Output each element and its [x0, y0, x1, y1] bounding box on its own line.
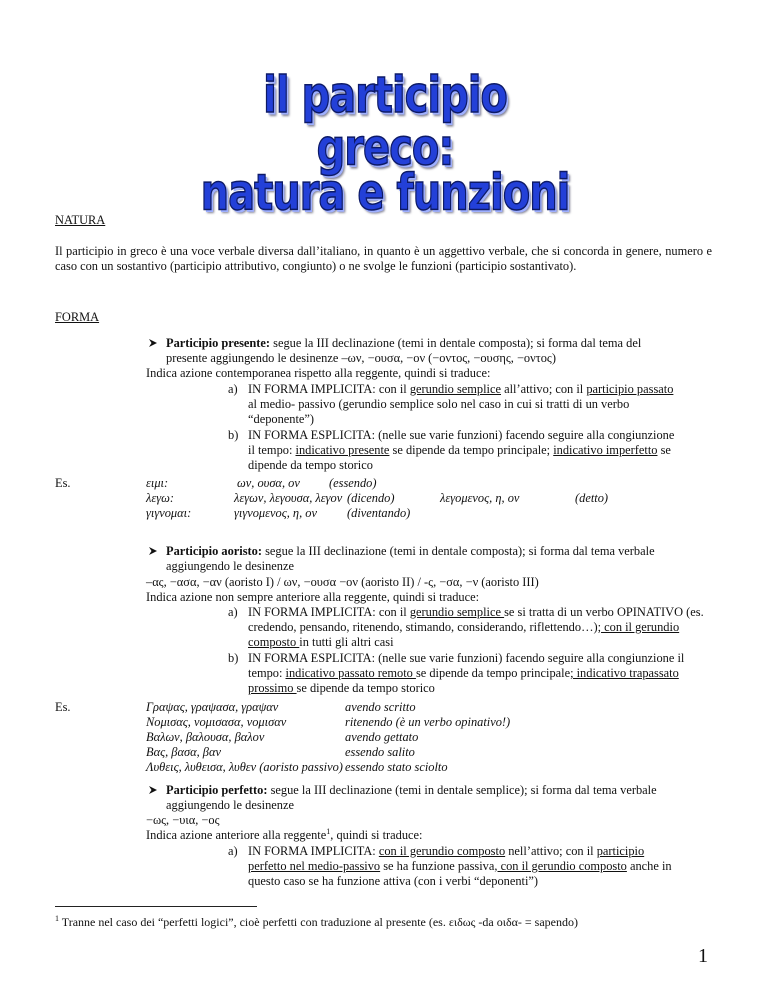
arrow-bullet-icon: [148, 338, 158, 348]
natura-paragraph: Il participio in greco è una voce verbale diversa dall’italiano, in quanto è un aggettivo verbale, che si concorda in genere, numero e caso con un sostantivo (participio attributivo, congiunto) o ne svolge le funzioni (participio sostantivato).: [55, 244, 712, 273]
presente-b-line1: IN FORMA ESPLICITA: (nelle sue varie funzioni) facendo seguire alla congiunzione: [248, 428, 675, 442]
indicativo-presente-underlined: indicativo presente: [295, 443, 390, 457]
title-line-1: il participio greco:: [263, 67, 507, 177]
presente-a-line2: al medio- passivo (gerundio semplice solo nel caso in cui si tratti di un verbo: [248, 397, 630, 411]
perfetto-azione: [146, 828, 422, 843]
perfetto-a-line1: [248, 844, 718, 859]
aoristo-es-label: Es.: [55, 700, 71, 714]
example-greek: Λυθεις, λυθεισα, λυθεν (aoristo passivo): [146, 760, 343, 774]
example-verb: γιγνομαι:: [146, 506, 192, 520]
aoristo-intro-text: segue la III declinazione (temi in dentale composta); si forma dal tema verbale: [262, 544, 655, 558]
example-verb: ειμι:: [146, 476, 169, 490]
gerundio-semplice-underlined: gerundio semplice: [409, 382, 501, 396]
aoristo-azione: Indica azione non sempre anteriore alla reggente, quindi si traduce:: [146, 590, 480, 604]
text: se dipende da tempo storico: [296, 681, 435, 695]
text: , quindi si traduce:: [330, 828, 423, 842]
example-forms: ων, ουσα, ον: [237, 476, 300, 490]
text: se dipende da tempo principale;: [389, 443, 554, 457]
footnote-ref[interactable]: 1: [326, 826, 331, 836]
example-greek: Βας, βασα, βαν: [146, 745, 221, 759]
text: in tutti gli altri casi: [299, 635, 394, 649]
text: se si tratta di un verbo OPINATIVO (es.: [504, 605, 704, 619]
indicativo-imperfetto-underlined: indicativo imperfetto: [553, 443, 658, 457]
text: se dipende da tempo principale: [415, 666, 571, 680]
presente-b-marker: b): [228, 428, 239, 442]
perfetto-a-marker: a): [228, 844, 238, 858]
aoristo-intro-line2: aggiungendo le desinenze: [166, 559, 294, 573]
example-mp-forms: λεγομενος, η, ον: [440, 491, 520, 505]
indicativo-trapassato-underlined: ; indicativo trapassato: [570, 666, 679, 680]
participio-passato-underlined: participio passato: [586, 382, 674, 396]
example-translation: (dicendo): [347, 491, 395, 505]
perfetto-medio-passivo-underlined: perfetto nel medio-passivo: [248, 859, 381, 873]
aoristo-a-line1: [248, 605, 718, 620]
aoristo-a-line2: [248, 620, 718, 635]
example-forms: λεγων, λεγουσα, λεγον: [234, 491, 343, 505]
example-translation: ritenendo (è un verbo opinativo!): [345, 715, 511, 729]
example-translation: essendo stato sciolto: [345, 760, 448, 774]
presente-label: Participio presente:: [166, 336, 271, 350]
gerundio-composto-underlined: con il gerundio composto: [378, 844, 506, 858]
perfetto-endings: −ως, −υια, −ος: [146, 813, 220, 827]
aoristo-b-line3: [248, 681, 435, 696]
presente-a-line3: “deponente”): [248, 412, 315, 426]
footnote-divider: [55, 906, 257, 907]
aoristo-b-line1: IN FORMA ESPLICITA: (nelle sue varie funzioni) facendo seguire alla congiunzione il: [248, 651, 685, 665]
arrow-bullet-icon: [148, 785, 158, 795]
presente-es-label: Es.: [55, 476, 71, 490]
text: credendo, pensando, ritenendo, stimando, considerando, riflettendo…);: [248, 620, 602, 634]
example-translation: (essendo): [329, 476, 377, 490]
perfetto-intro-line2: aggiungendo le desinenze: [166, 798, 294, 812]
text: nell’attivo; con il: [505, 844, 597, 858]
example-greek: Βαλων, βαλουσα, βαλον: [146, 730, 265, 744]
presente-a-line1: [248, 382, 712, 397]
text: anche in: [626, 859, 672, 873]
text: Indica azione anteriore alla reggente: [146, 828, 327, 842]
natura-heading: NATURA: [55, 213, 106, 227]
example-verb: λεγω:: [146, 491, 175, 505]
perfetto-intro-text: segue la III declinazione (temi in dentale semplice); si forma dal tema verbale: [267, 783, 657, 797]
presente-b-line3: dipende da tempo storico: [248, 458, 373, 472]
perfetto-a-line3: questo caso se ha funzione attiva (con i verbi “deponenti”): [248, 874, 539, 888]
prossimo-underlined: prossimo: [248, 681, 297, 695]
example-greek: Γραψας, γραψασα, γραψαν: [146, 700, 279, 714]
title-line-2: natura e funzioni: [200, 164, 570, 222]
aoristo-endings: –ας, −ασα, −αν (aoristo I) / ων, −ουσα −ον (aoristo II) / -ς, −σα, −ν (aoristo III): [146, 575, 539, 589]
gerundio-composto-underlined: con il gerundio composto: [497, 859, 627, 873]
perfetto-a-line2: [248, 859, 718, 874]
page-number: 1: [698, 945, 708, 967]
gerundio-semplice-underlined: gerundio semplice: [409, 605, 505, 619]
text: se ha funzione passiva,: [380, 859, 498, 873]
footnote-text: Tranne nel caso dei “perfetti logici”, cioè perfetti con traduzione al presente (es. ειδως -da οιδα- = sapendo): [59, 915, 578, 929]
text: IN FORMA IMPLICITA:: [248, 844, 379, 858]
presente-intro-text: segue la III declinazione (temi in dentale composta); si forma dal tema del: [270, 336, 642, 350]
aoristo-b-line2: [248, 666, 718, 681]
perfetto-label: Participio perfetto:: [166, 783, 268, 797]
composto-underlined: composto: [248, 635, 300, 649]
text: tempo:: [248, 666, 286, 680]
text: all’attivo; con il: [501, 382, 587, 396]
presente-intro: [166, 336, 712, 351]
presente-endings: presente aggiungendo le desinenze –ων, −ουσα, −ον (−οντος, −ουσης, −οντος): [166, 351, 556, 365]
presente-b-line2: [248, 443, 718, 458]
example-mp-translation: (detto): [575, 491, 609, 505]
footnote-marker: 1: [55, 914, 59, 923]
text: il tempo:: [248, 443, 296, 457]
participio-underlined: participio: [596, 844, 645, 858]
text: IN FORMA IMPLICITA: con il: [248, 382, 410, 396]
example-translation: avendo scritto: [345, 700, 416, 714]
text: IN FORMA IMPLICITA: con il: [248, 605, 410, 619]
aoristo-label: Participio aoristo:: [166, 544, 263, 558]
forma-heading: FORMA: [55, 310, 100, 324]
example-translation: (diventando): [347, 506, 411, 520]
text: se: [657, 443, 671, 457]
example-greek: Νομισας, νομισασα, νομισαν: [146, 715, 287, 729]
aoristo-intro: [166, 544, 712, 559]
arrow-bullet-icon: [148, 546, 158, 556]
example-translation: avendo gettato: [345, 730, 419, 744]
aoristo-b-marker: b): [228, 651, 239, 665]
example-translation: essendo salito: [345, 745, 415, 759]
footnote: [55, 915, 735, 930]
aoristo-a-line3: [248, 635, 394, 650]
presente-azione: Indica azione contemporanea rispetto alla reggente, quindi si traduce:: [146, 366, 491, 380]
perfetto-intro: [166, 783, 712, 798]
example-forms: γιγνομενος, η, ον: [234, 506, 317, 520]
gerundio-composto-underlined: con il gerundio: [601, 620, 680, 634]
presente-a-marker: a): [228, 382, 238, 396]
aoristo-a-marker: a): [228, 605, 238, 619]
indicativo-passato-remoto-underlined: indicativo passato remoto: [285, 666, 416, 680]
document-title: [190, 67, 580, 222]
